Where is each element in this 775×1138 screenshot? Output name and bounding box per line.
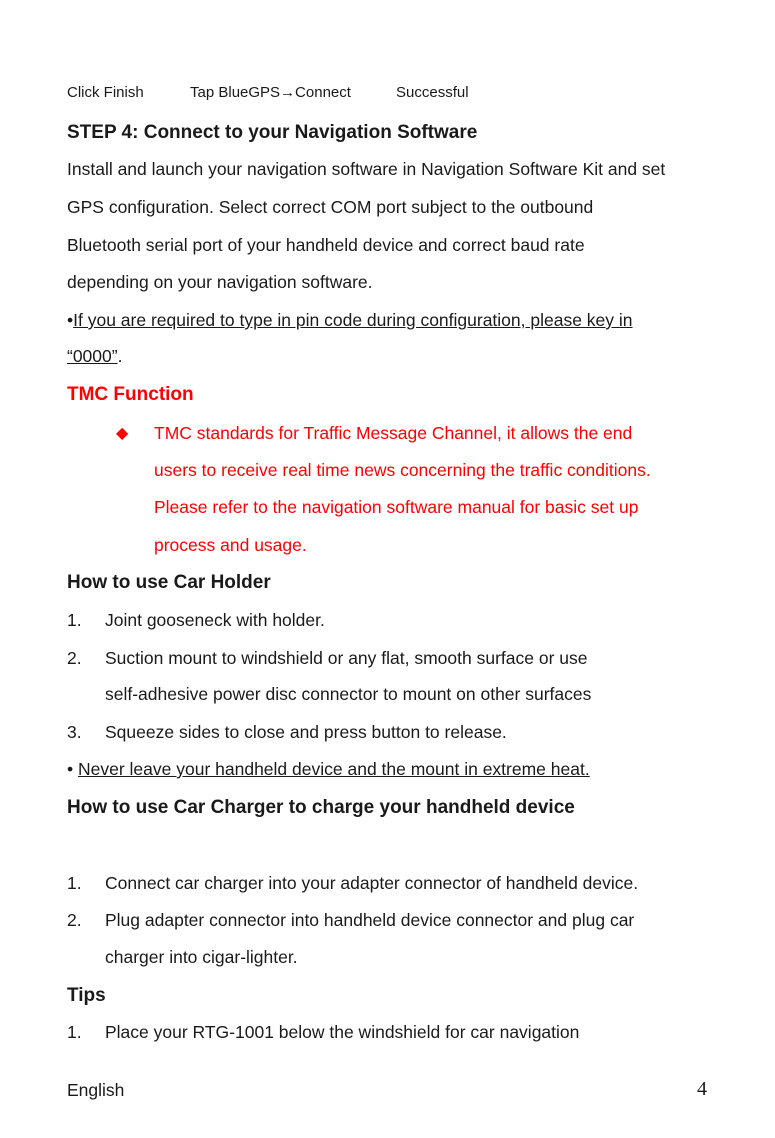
caption-tap-bluegps: Tap BlueGPS→Connect bbox=[190, 84, 351, 101]
charger-item-2-text-1: Plug adapter connector into handheld device connector and plug car bbox=[105, 910, 635, 930]
pin-note-code-line bbox=[67, 346, 122, 367]
footer-language: English bbox=[67, 1080, 125, 1100]
charger-item-2-number: 2. bbox=[67, 910, 82, 930]
charger-heading: How to use Car Charger to charge your handheld device bbox=[67, 797, 575, 818]
heat-warning-text: Never leave your handheld device and the mount in extreme heat. bbox=[78, 759, 590, 779]
holder-item-2-number: 2. bbox=[67, 648, 82, 668]
tmc-line-4: process and usage. bbox=[154, 535, 307, 555]
tips-item-1-text: Place your RTG-1001 below the windshield for car navigation bbox=[105, 1022, 580, 1042]
holder-item-1-number: 1. bbox=[67, 610, 82, 630]
holder-item-3-number: 3. bbox=[67, 722, 82, 742]
step4-heading: STEP 4: Connect to your Navigation Software bbox=[67, 122, 478, 143]
holder-item-2-text-1: Suction mount to windshield or any flat, smooth surface or use bbox=[105, 648, 588, 668]
tmc-line-2: users to receive real time news concerning the traffic conditions. bbox=[154, 460, 651, 480]
charger-item-1-number: 1. bbox=[67, 873, 82, 893]
caption-click-finish: Click Finish bbox=[67, 84, 144, 101]
charger-item-1-text: Connect car charger into your adapter connector of handheld device. bbox=[105, 873, 639, 893]
pin-note-text: If you are required to type in pin code during configuration, please key in bbox=[73, 310, 633, 330]
tmc-heading: TMC Function bbox=[67, 384, 194, 405]
step4-line-3: Bluetooth serial port of your handheld device and correct baud rate bbox=[67, 235, 585, 255]
heat-warning bbox=[67, 759, 590, 780]
heat-warning-bullet: • bbox=[67, 759, 78, 779]
holder-item-2-text-2: self-adhesive power disc connector to mount on other surfaces bbox=[105, 684, 592, 704]
page-number: 4 bbox=[697, 1078, 707, 1100]
step4-line-2: GPS configuration. Select correct COM port subject to the outbound bbox=[67, 197, 594, 217]
holder-item-3-text: Squeeze sides to close and press button to release. bbox=[105, 722, 507, 742]
pin-note bbox=[67, 310, 633, 331]
holder-item-1-text: Joint gooseneck with holder. bbox=[105, 610, 325, 630]
pin-note-bullet: • bbox=[67, 310, 74, 330]
step4-line-1: Install and launch your navigation software in Navigation Software Kit and set bbox=[67, 159, 666, 179]
pin-note-end: . bbox=[117, 346, 123, 366]
caption-successful: Successful bbox=[396, 84, 469, 101]
holder-heading: How to use Car Holder bbox=[67, 572, 271, 593]
diamond-bullet-icon: ◆ bbox=[116, 425, 129, 442]
tmc-line-3: Please refer to the navigation software manual for basic set up bbox=[154, 497, 639, 517]
tips-heading: Tips bbox=[67, 985, 106, 1006]
tmc-line-1: TMC standards for Traffic Message Channel, it allows the end bbox=[154, 423, 633, 443]
step4-line-4: depending on your navigation software. bbox=[67, 272, 373, 292]
pin-code: “0000” bbox=[67, 346, 118, 366]
tips-item-1-number: 1. bbox=[67, 1022, 82, 1042]
charger-item-2-text-2: charger into cigar-lighter. bbox=[105, 947, 298, 967]
